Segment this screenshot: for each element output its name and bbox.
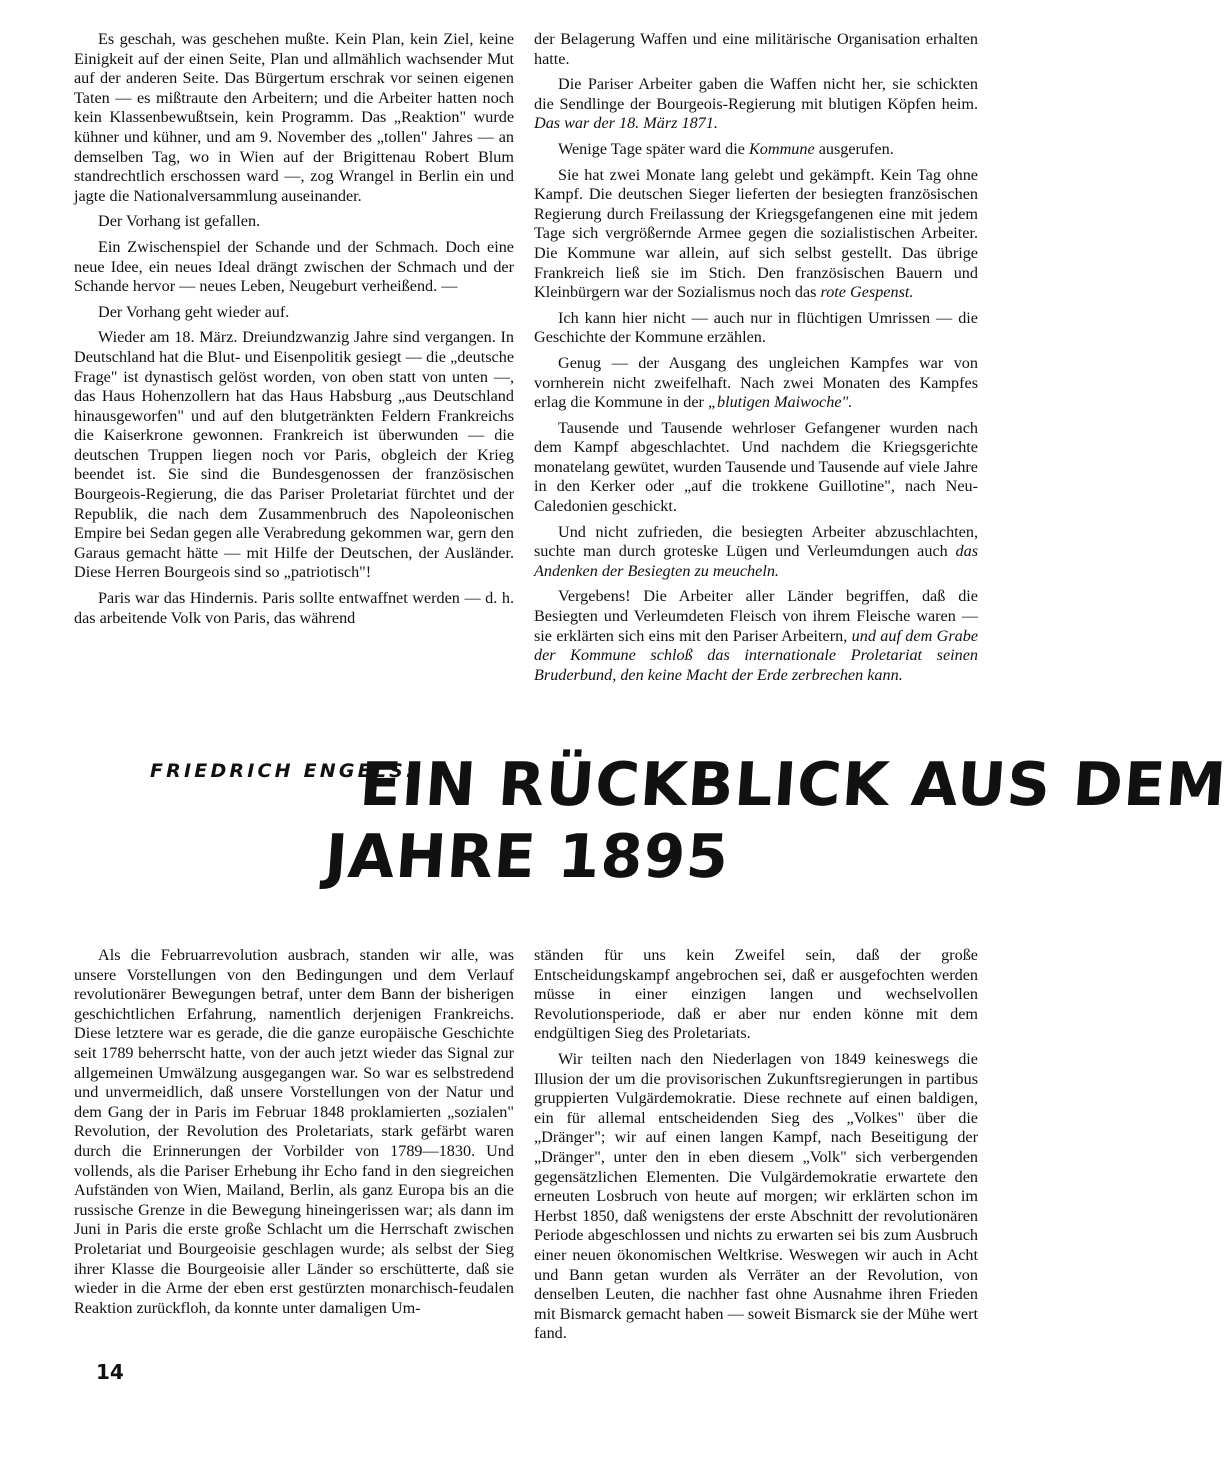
emphasis: rote Gespenst. bbox=[820, 283, 914, 302]
article-title-line-2: JAHRE 1895 bbox=[322, 822, 732, 892]
paragraph: Und nicht zufrieden, die besiegten Arbeiter abzuschlachten, suchte man durch groteske Lügen und Verleumdungen auch das Andenken der Besiegten zu meucheln. bbox=[534, 522, 979, 580]
paragraph: Es geschah, was geschehen mußte. Kein Plan, kein Ziel, keine Einigkeit auf der einen Seite, Plan und allmählich wachsender Mut auf der anderen Seite. Das Bürgertum erschrak vor seinen eigenen Taten — es mißtraute den Arbeitern; und die Arbeiter hatten noch kein Klassenbewußtsein, kein Programm. Das „Reaktion" wurde kühner und kühner, und am 9. November des „tollen" Jahres — an demselben Tag, wo in Wien auf der Brigittenau Robert Blum standrechtlich erschossen ward —, zog Wrangel in Berlin ein und jagte die Nationalversammlung auseinander. bbox=[74, 30, 514, 205]
paragraph: Vergebens! Die Arbeiter aller Länder begriffen, daß die Besiegten und Verleumdeten Fleisch von ihrem Fleische waren — sie erklärten sich eins mit den Pariser Arbeitern, und auf dem Grabe der Kommune schloß das internationale Proletariat seinen Bruderbund, den keine Macht der Erde zerbrechen kann. bbox=[534, 587, 978, 684]
paragraph: Wenige Tage später ward die Kommune ausgerufen. bbox=[558, 139, 894, 158]
article-title-line-1: EIN RÜCKBLICK AUS DEM bbox=[357, 750, 1229, 820]
paragraph: Tausende und Tausende wehrloser Gefangener wurden nach dem Kampf abgeschlachtet. Und nachdem die Kriegsgerichte monatelang gewütet, wurden Tausende und Tausende auf viele Jahre in den Kerker oder „auf die trokkene Guillotine", nach Neu-Caledonien geschickt. bbox=[534, 418, 978, 516]
continued-text-column-left bbox=[74, 30, 514, 634]
emphasis: Das war der 18. März 1871. bbox=[534, 114, 718, 133]
paragraph: Ein Zwischenspiel der Schande und der Schmach. Doch eine neue Idee, ein neues Ideal drängt zwischen der Schmach und der Schande hervor — neues Leben, Neugeburt verheißend. — bbox=[74, 237, 514, 296]
emphasis: das Andenken der Besiegten zu meucheln. bbox=[534, 542, 979, 580]
paragraph: der Belagerung Waffen und eine militärische Organisation erhalten hatte. bbox=[534, 30, 978, 68]
emphasis: „blutigen Maiwoche". bbox=[707, 393, 853, 412]
paragraph: Sie hat zwei Monate lang gelebt und gekämpft. Kein Tag ohne Kampf. Die deutschen Sieger lieferten der besiegten französischen Regierung durch Freilassung der Kriegsgefangenen eine mit jedem Tage sich vergrößernde Armee gegen die sozialistischen Arbeiter. Die Kommune war allein, auf sich selbst gestellt. Das übrige Frankreich ließ sie im Stich. Den französischen Bauern und Kleinbürgern war der Sozialismus noch das rote Gespenst. bbox=[534, 165, 978, 302]
emphasis: und auf dem Grabe der Kommune schloß das internationale Proletariat seinen Bruderbund, den keine Macht der Erde zerbrechen kann. bbox=[534, 626, 978, 684]
paragraph: Paris war das Hindernis. Paris sollte entwaffnet werden — d. h. das arbeitende Volk von Paris, das während bbox=[74, 589, 514, 627]
paragraph: Wieder am 18. März. Dreiundzwanzig Jahre sind vergangen. In Deutschland hat die Blut- und Eisenpolitik gesiegt — die „deutsche Frage" ist dynastisch gelöst worden, von oben statt von unten —, das Haus Hohenzollern hat das Haus Habsburg „aus Deutschland hinausgeworfen" und auf den blutgetränkten Feldern Frankreichs die Kaiserkrone gewonnen. Frankreich ist überwunden — die deutschen Truppen liegen noch vor Paris, obgleich der Krieg beendet ist. Sie sind die Bundesgenossen der französischen Bourgeois-Regierung, die das Pariser Proletariat fürchtet und der Republik, die nach dem Zusammenbruch des Napoleonischen Empire bei Sedan gegen alle Verabredung gekommen war, gern den Garaus gemacht hätte — mit Hilfe der Deutschen, der Ausländer. Diese Herren Bourgeois sind so „patriotisch"! bbox=[74, 328, 514, 582]
page-number: 14 bbox=[96, 1360, 124, 1384]
paragraph: Der Vorhang geht wieder auf. bbox=[98, 302, 290, 321]
article-text-column-left bbox=[74, 946, 514, 1324]
paragraph: ständen für uns kein Zweifel sein, daß der große Entscheidungskampf angebrochen sei, daß er ausgefochten werden müsse in einer einzigen langen und wechselvollen Revolutionsperiode, daß er aber nur enden könne mit dem endgültigen Sieg des Proletariats. bbox=[534, 946, 978, 1043]
paragraph: Genug — der Ausgang des ungleichen Kampfes war von vornherein nicht zweifelhaft. Nach zwei Monaten des Kampfes erlag die Kommune in der „blutigen Maiwoche". bbox=[534, 353, 978, 412]
paragraph: Als die Februarrevolution ausbrach, standen wir alle, was unsere Vorstellungen von den Bedingungen und dem Verlauf revolutionärer Bewegungen betraf, unter dem Bann der bisherigen geschichtlichen Erfahrung, namentlich derjenigen Frankreichs. Diese letztere war es gerade, die die ganze europäische Geschichte seit 1789 beherrscht hatte, von der auch jetzt wieder das Signal zur allgemeinen Umwälzung ausgegangen war. So war es selbstredend und unvermeidlich, daß unsere Vorstellungen von der Natur und dem Gang der in Paris im Februar 1848 proklamierten „sozialen" Revolution, der Revolution des Proletariats, stark gefärbt waren durch die Erinnerungen der Vorbilder von 1789—1830. Und vollends, als die Pariser Erhebung ihr Echo fand in den siegreichen Aufständen von Wien, Mailand, Berlin, als ganz Europa bis an die russische Grenze in die Bewegung hineingerissen war; als dann im Juni in Paris die erste große Schlacht um die Herrschaft zwischen Proletariat und Bourgeoisie geschlagen wurde; als selbst der Sieg ihrer Klasse die Bourgeoisie aller Länder so erschütterte, daß sie wieder in die Arme der eben erst gestürzten monarchisch-feudalen Reaktion zurückfloh, da konnte unter damaligen Um- bbox=[74, 946, 514, 1317]
emphasis: Kommune bbox=[748, 139, 815, 158]
article-author: FRIEDRICH ENGELS: bbox=[150, 760, 417, 782]
paragraph: Die Pariser Arbeiter gaben die Waffen nicht her, sie schickten die Sendlinge der Bourgeois-Regierung mit blutigen Köpfen heim. Das war der 18. März 1871. bbox=[534, 75, 978, 133]
paragraph: Ich kann hier nicht — auch nur in flüchtigen Umrissen — die Geschichte der Kommune erzählen. bbox=[534, 308, 978, 347]
article-text-column-right bbox=[534, 946, 978, 1350]
continued-text-column-right bbox=[534, 30, 978, 691]
paragraph: Wir teilten nach den Niederlagen von 1849 keineswegs die Illusion der um die provisorischen Zukunftsregierungen in partibus gruppierten Vulgärdemokratie. Diese rechnete auf einen baldigen, ein für allemal entscheidenden Sieg des „Volkes" über die „Dränger"; wir auf einen langen Kampf, nach Beseitigung der „Dränger", unter den in eben diesem „Volk" sich verbergenden gegensätzlichen Elementen. Die Vulgärdemokratie erwartete den erneuten Losbruch von heute auf morgen; wir erklärten schon im Herbst 1850, daß wenigstens der erste Abschnitt der revolutionären Periode abgeschlossen und nichts zu erwarten sei bis zum Ausbruch einer neuen ökonomischen Weltkrise. Weswegen wir auch in Acht und Bann getan wurden als Verräter an der Revolution, von denselben Leuten, die nachher fast ohne Ausnahme ihren Frieden mit Bismarck gemacht haben — soweit Bismarck sie der Mühe wert fand. bbox=[534, 1049, 978, 1343]
paragraph: Der Vorhang ist gefallen. bbox=[98, 212, 261, 231]
